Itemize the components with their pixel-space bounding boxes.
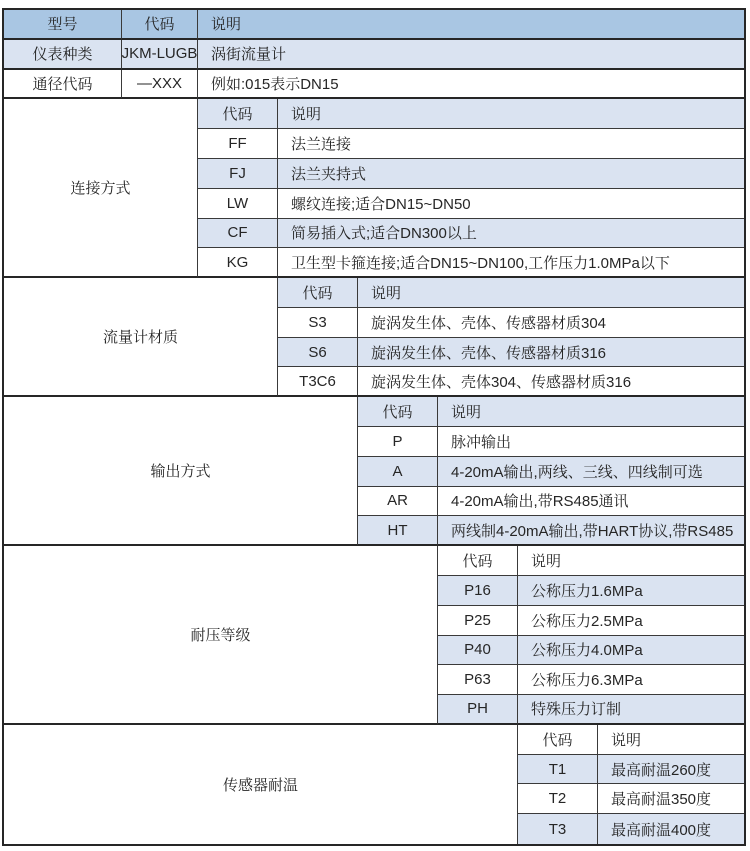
row-label: 通径代码 xyxy=(4,70,122,100)
nested-col-header-code: 代码 xyxy=(518,725,598,755)
desc-cell: 旋涡发生体、壳体、传感器材质304 xyxy=(358,308,744,338)
section-label-connection-type: 连接方式 xyxy=(4,99,198,278)
desc-cell: 法兰连接 xyxy=(278,129,744,159)
code-cell: P16 xyxy=(438,576,518,606)
code-cell: P40 xyxy=(438,636,518,666)
nested-col-header-desc: 说明 xyxy=(278,99,744,129)
desc-cell: 最高耐温350度 xyxy=(598,784,744,814)
spec-table xyxy=(2,8,746,846)
nested-col-header-code: 代码 xyxy=(278,278,358,308)
desc-cell: 两线制4-20mA输出,带HART协议,带RS485 xyxy=(438,516,744,546)
desc-cell: 最高耐温400度 xyxy=(598,814,744,844)
code-cell: A xyxy=(358,457,438,487)
code-cell: AR xyxy=(358,487,438,517)
code-cell: LW xyxy=(198,189,278,219)
desc-cell: 公称压力1.6MPa xyxy=(518,576,744,606)
desc-cell: 螺纹连接;适合DN15~DN50 xyxy=(278,189,744,219)
code-cell: P xyxy=(358,427,438,457)
desc-cell: 卫生型卡箍连接;适合DN15~DN100,工作压力1.0MPa以下 xyxy=(278,248,744,278)
desc-cell: 旋涡发生体、壳体304、传感器材质316 xyxy=(358,367,744,397)
code-cell: T2 xyxy=(518,784,598,814)
code-cell: HT xyxy=(358,516,438,546)
code-cell: T3C6 xyxy=(278,367,358,397)
section-label-meter-material: 流量计材质 xyxy=(4,278,278,397)
nested-col-header-desc: 说明 xyxy=(438,397,744,427)
desc-cell: 法兰夹持式 xyxy=(278,159,744,189)
code-cell: FF xyxy=(198,129,278,159)
row-desc: 涡街流量计 xyxy=(198,40,744,70)
col-header-code: 代码 xyxy=(122,10,198,40)
code-cell: KG xyxy=(198,248,278,278)
section-label-output-mode: 输出方式 xyxy=(4,397,358,546)
nested-col-header-code: 代码 xyxy=(358,397,438,427)
code-cell: S3 xyxy=(278,308,358,338)
desc-cell: 4-20mA输出,两线、三线、四线制可选 xyxy=(438,457,744,487)
code-cell: P25 xyxy=(438,606,518,636)
code-cell: CF xyxy=(198,219,278,249)
code-cell: P63 xyxy=(438,665,518,695)
nested-col-header-code: 代码 xyxy=(198,99,278,129)
code-cell: S6 xyxy=(278,338,358,368)
desc-cell: 简易插入式;适合DN300以上 xyxy=(278,219,744,249)
desc-cell: 脉冲输出 xyxy=(438,427,744,457)
desc-cell: 公称压力2.5MPa xyxy=(518,606,744,636)
code-cell: T1 xyxy=(518,755,598,785)
desc-cell: 公称压力4.0MPa xyxy=(518,636,744,666)
row-desc: 例如:015表示DN15 xyxy=(198,70,744,100)
desc-cell: 旋涡发生体、壳体、传感器材质316 xyxy=(358,338,744,368)
code-cell: PH xyxy=(438,695,518,725)
code-cell: T3 xyxy=(518,814,598,844)
desc-cell: 公称压力6.3MPa xyxy=(518,665,744,695)
section-label-sensor-temperature: 传感器耐温 xyxy=(4,725,518,844)
code-cell: FJ xyxy=(198,159,278,189)
desc-cell: 最高耐温260度 xyxy=(598,755,744,785)
row-label: 仪表种类 xyxy=(4,40,122,70)
nested-col-header-desc: 说明 xyxy=(518,546,744,576)
nested-col-header-code: 代码 xyxy=(438,546,518,576)
nested-col-header-desc: 说明 xyxy=(358,278,744,308)
col-header-desc: 说明 xyxy=(198,10,744,40)
row-code: —XXX xyxy=(122,70,198,100)
col-header-model: 型号 xyxy=(4,10,122,40)
desc-cell: 4-20mA输出,带RS485通讯 xyxy=(438,487,744,517)
nested-col-header-desc: 说明 xyxy=(598,725,744,755)
section-label-pressure-rating: 耐压等级 xyxy=(4,546,438,725)
row-code: JKM-LUGB xyxy=(122,40,198,70)
desc-cell: 特殊压力订制 xyxy=(518,695,744,725)
